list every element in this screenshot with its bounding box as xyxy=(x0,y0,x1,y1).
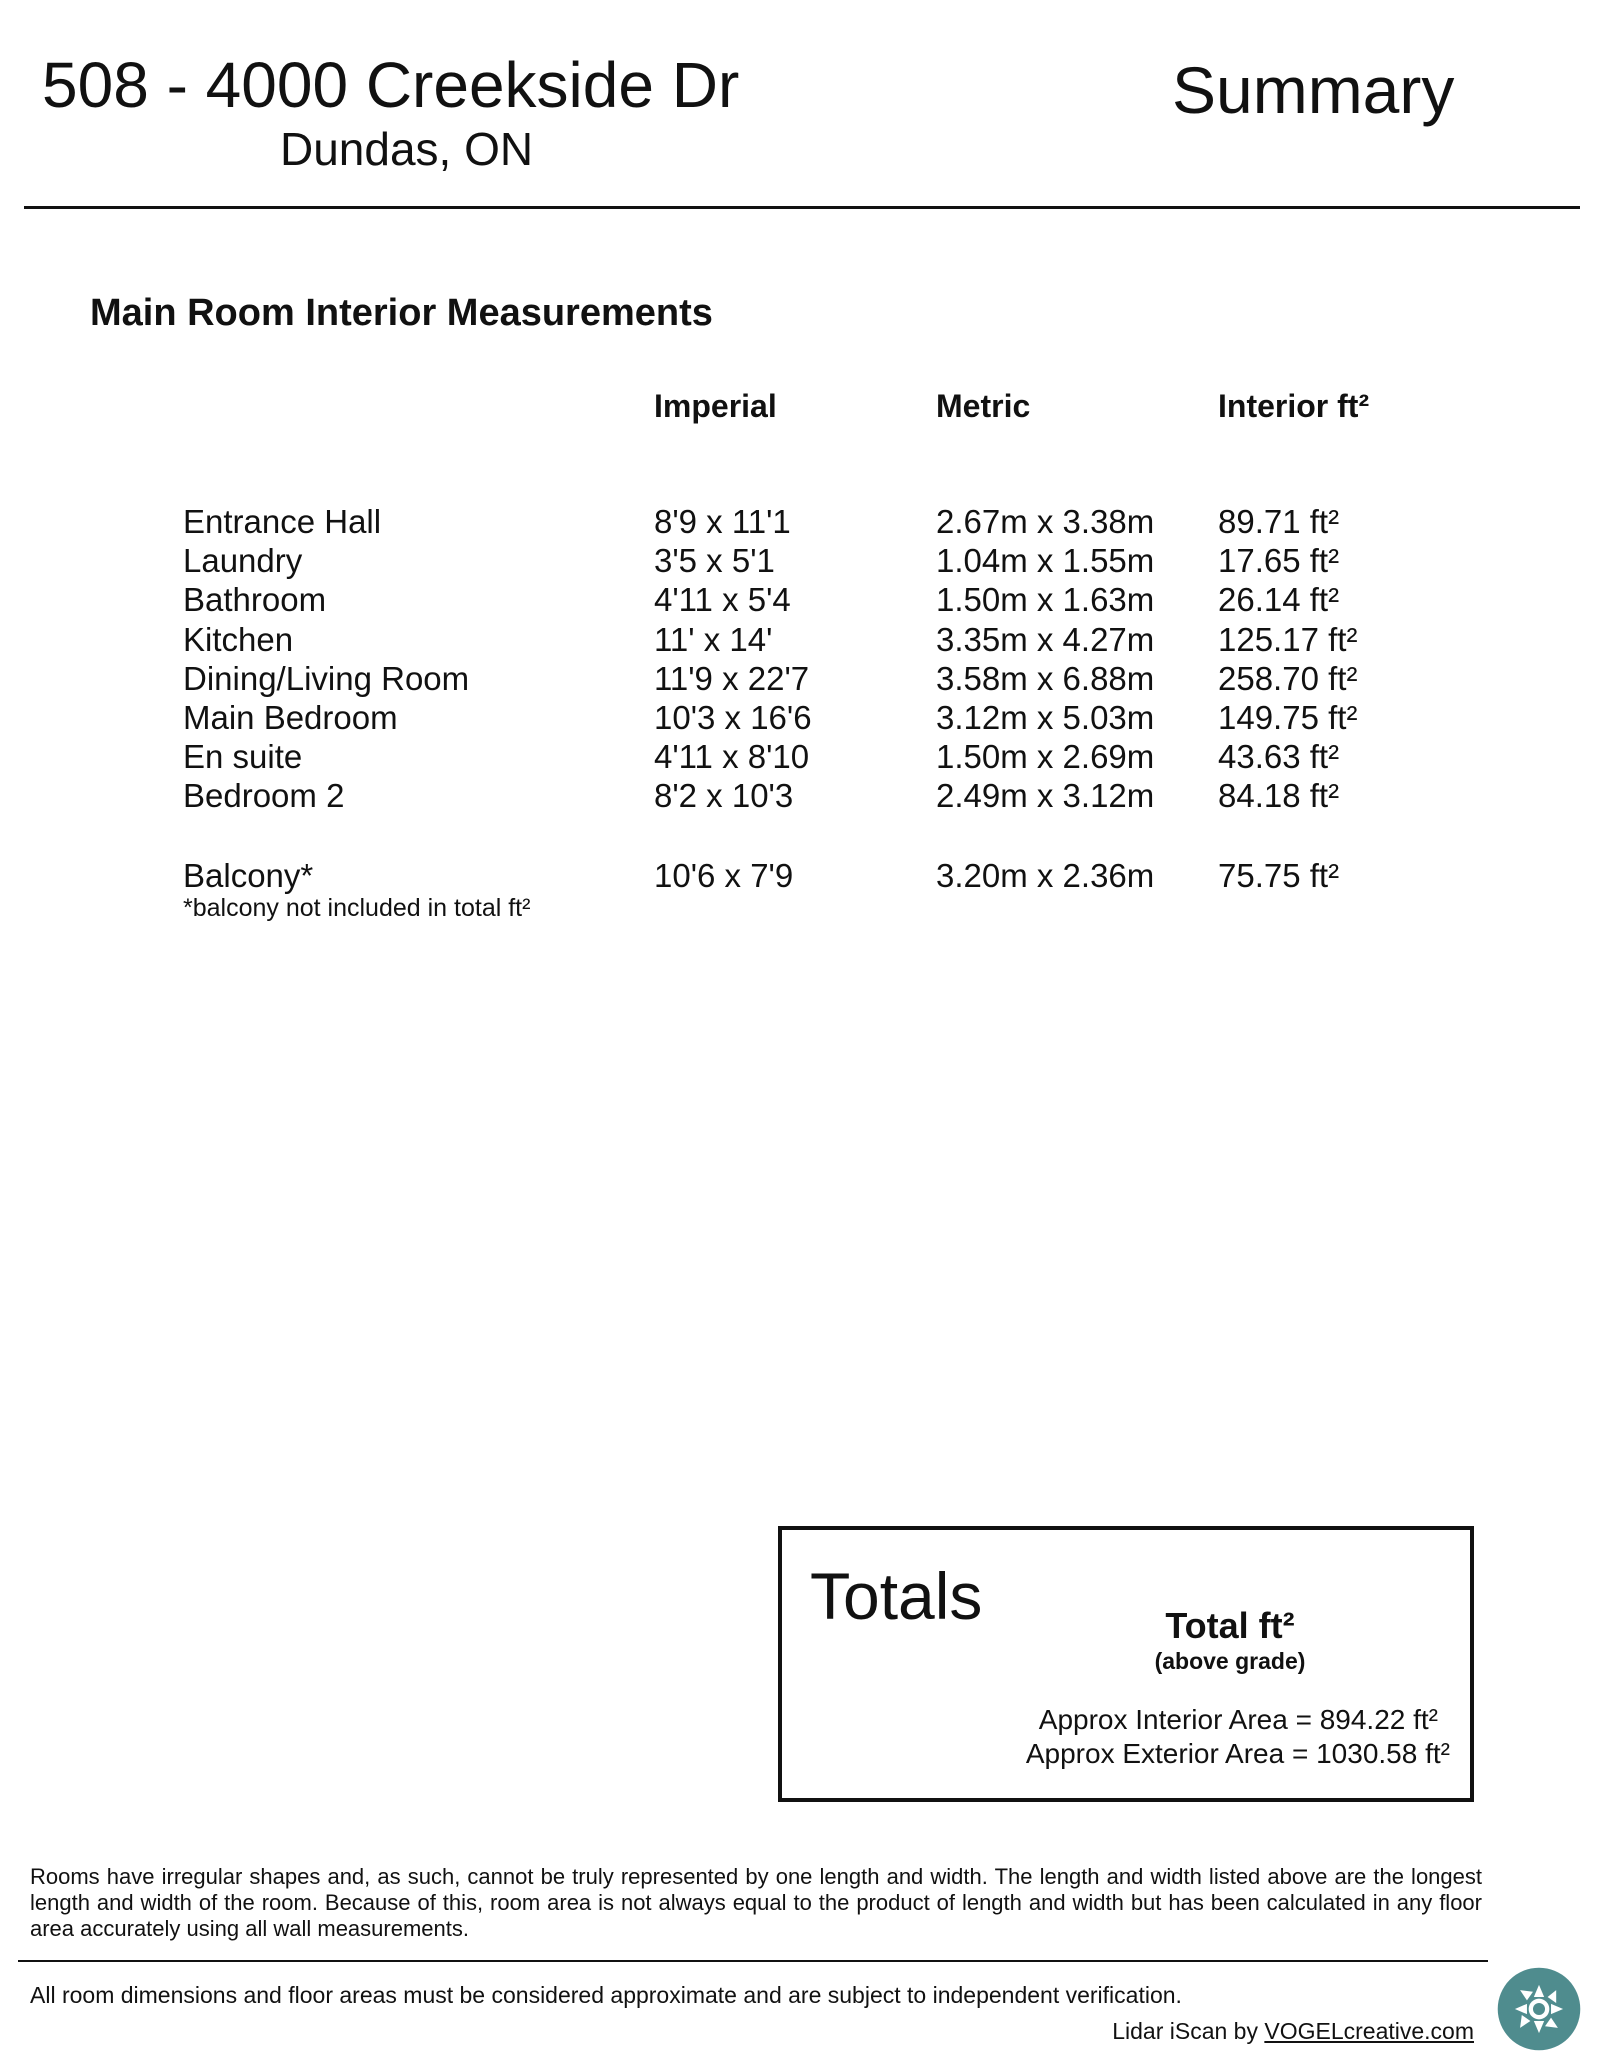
room-area: 125.17 ft² xyxy=(1218,620,1358,658)
room-imperial: 10'3 x 16'6 xyxy=(654,698,812,736)
disclaimer-text: Rooms have irregular shapes and, as such, cannot be truly represented by one length and width. The length and width listed above are the longest length and width of the room. Because of this, room area is not always equal to the product of length and width but has been calculated in any floor area accurately using all wall measurements. xyxy=(30,1864,1482,1941)
room-area: 149.75 ft² xyxy=(1218,698,1358,736)
column-header-metric: Metric xyxy=(936,388,1031,424)
room-metric: 1.50m x 2.69m xyxy=(936,738,1155,776)
column-header-imperial: Imperial xyxy=(654,388,777,424)
room-metric: 1.04m x 1.55m xyxy=(936,542,1155,580)
room-imperial: 3'5 x 5'1 xyxy=(654,542,775,580)
room-area: 26.14 ft² xyxy=(1218,581,1340,619)
room-area: 258.70 ft² xyxy=(1218,659,1358,697)
footer-note: All room dimensions and floor areas must be considered approximate and are subject to independent verification. xyxy=(30,1982,1182,2008)
room-metric: 3.35m x 4.27m xyxy=(936,620,1155,658)
table-row xyxy=(0,659,1600,698)
credit-prefix: Lidar iScan by xyxy=(1112,2018,1265,2044)
table-row xyxy=(0,580,1600,619)
room-name: Laundry xyxy=(183,542,303,580)
section-title: Main Room Interior Measurements xyxy=(90,292,713,334)
room-imperial: 4'11 x 5'4 xyxy=(654,581,791,619)
balcony-name: Balcony* xyxy=(183,857,314,894)
exterior-area-total: Approx Exterior Area = 1030.58 ft² xyxy=(1025,1738,1450,1769)
room-imperial: 4'11 x 8'10 xyxy=(654,738,810,776)
balcony-metric: 3.20m x 2.36m xyxy=(936,857,1155,894)
table-row xyxy=(0,620,1600,659)
interior-area-total: Approx Interior Area = 894.22 ft² xyxy=(1038,1704,1438,1735)
room-area: 84.18 ft² xyxy=(1218,777,1340,815)
total-ft-subheading: (above grade) xyxy=(1154,1648,1306,1674)
credit-link[interactable]: VOGELcreative.com xyxy=(1264,2018,1474,2044)
table-row xyxy=(0,541,1600,580)
totals-title: Totals xyxy=(810,1559,983,1633)
credit-line xyxy=(1000,2018,1474,2045)
room-area: 43.63 ft² xyxy=(1218,738,1340,776)
balcony-area: 75.75 ft² xyxy=(1218,857,1340,894)
room-area: 89.71 ft² xyxy=(1218,503,1340,540)
room-name: Dining/Living Room xyxy=(183,659,470,697)
page-title: Summary xyxy=(1172,53,1455,127)
room-imperial: 8'9 x 11'1 xyxy=(654,503,791,540)
balcony-footnote: *balcony not included in total ft² xyxy=(183,894,531,922)
room-metric: 2.49m x 3.12m xyxy=(936,777,1155,815)
aperture-logo-icon xyxy=(1496,1966,1582,2052)
table-row xyxy=(0,698,1600,737)
table-row xyxy=(0,502,1600,541)
city-subtitle: Dundas, ON xyxy=(280,123,534,175)
address-title: 508 - 4000 Creekside Dr xyxy=(42,49,740,121)
room-imperial: 8'2 x 10'3 xyxy=(654,777,794,815)
header-divider xyxy=(24,206,1580,209)
room-name: Bathroom xyxy=(183,581,327,619)
balcony-row xyxy=(0,856,1600,896)
room-area: 17.65 ft² xyxy=(1218,542,1340,580)
room-name: Main Bedroom xyxy=(183,698,398,736)
room-metric: 2.67m x 3.38m xyxy=(936,503,1155,540)
footer-divider xyxy=(18,1960,1488,1962)
room-metric: 3.12m x 5.03m xyxy=(936,698,1155,736)
room-imperial: 11' x 14' xyxy=(654,620,773,658)
room-name: Kitchen xyxy=(183,620,294,658)
balcony-imperial: 10'6 x 7'9 xyxy=(654,857,794,894)
room-name: En suite xyxy=(183,738,303,776)
room-metric: 3.58m x 6.88m xyxy=(936,659,1155,697)
column-header-interior: Interior ft² xyxy=(1218,388,1370,424)
room-imperial: 11'9 x 22'7 xyxy=(654,659,810,697)
table-row xyxy=(0,737,1600,776)
table-row xyxy=(0,776,1600,815)
total-ft-heading: Total ft² xyxy=(1165,1605,1295,1646)
room-name: Entrance Hall xyxy=(183,503,382,540)
room-name: Bedroom 2 xyxy=(183,777,345,815)
room-table xyxy=(0,502,1600,816)
room-metric: 1.50m x 1.63m xyxy=(936,581,1155,619)
